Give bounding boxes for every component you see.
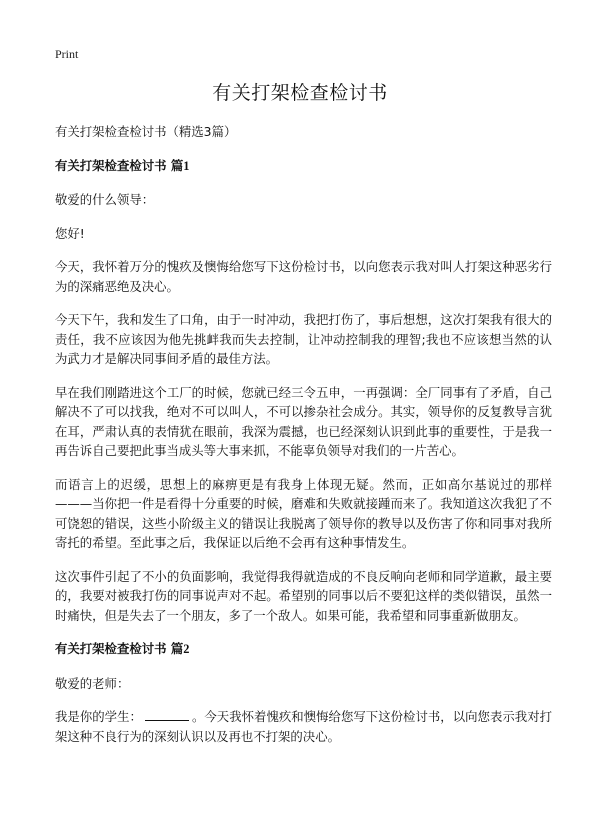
section-heading-2: [55, 639, 552, 660]
section-heading-1: [55, 156, 552, 177]
document-subtitle: 有关打架检查检讨书（精选3篇）: [55, 124, 237, 139]
section-2-paragraph: [55, 707, 552, 746]
section-1-salutation: 您好!: [55, 225, 85, 241]
section-1-paragraph: 今天下午，我和发生了口角，由于一时冲动，我把打伤了，事后想想，这次打架我有很大的责任，我不应该因为他先挑衅我而失去控制，让冲动控制我的理智;我也不应该想当然的认为武力才是解决同事间矛盾的最佳方法。: [55, 312, 552, 366]
section-1-paragraph: 这次事件引起了不小的负面影响，我觉得我得就造成的不良反响向老师和同学道歉，最主要的，我要对被我打伤的同事说声对不起。希望别的同事以后不要犯这样的类似错误，虽然一时痛快，但是失去了一个朋友，多了一个敌人。如果可能，我希望和同事重新做朋友。: [55, 568, 552, 623]
section-heading-1-text: 有关打架检查检讨书 篇: [55, 157, 184, 173]
section-heading-2-number: 2: [183, 642, 190, 656]
section-1-paragraph: 今天，我怀着万分的愧疚及懊悔给您写下这份检讨书，以向您表示我对叫人打架这种恶劣行为的深痛恶绝及决心。: [55, 259, 552, 294]
section-heading-1-number: 1: [183, 158, 190, 173]
print-label: Print: [55, 47, 79, 61]
fill-in-blank: [145, 708, 189, 721]
section-2-paragraph-start: 我是你的学生：: [55, 709, 142, 724]
section-1-paragraph: 早在我们刚踏进这个工厂的时候，您就已经三令五申，一再强调：全厂同事有了矛盾，自己解决不了可以找我，绝对不可以叫人，不可以掺杂社会成分。其实，领导你的反复教导言犹在耳，严肃认真的表情犹在眼前，我深为震撼，也已经深刻认识到此事的重要性，于是我一再告诉自己要把此事当成头等大事来抓，不能辜负领导对我们的一片苦心。: [55, 384, 552, 458]
document-title: 有关打架检查检讨书: [212, 82, 388, 104]
section-1-greeting: 敬爱的什么领导：: [55, 192, 155, 207]
section-2-greeting: 敬爱的老师：: [55, 675, 130, 691]
section-1-paragraph: 而语言上的迟缓，思想上的麻痹更是有我身上体现无疑。然而，正如高尔基说过的那样———当你把一件是看得十分重要的时候，磨难和失败就接踵而来了。我知道这次我犯了不可饶恕的错误，这些小阶级主义的错误让我脱离了领导你的教导以及伤害了你和同事对我所寄托的希望。至此事之后，我保证以后绝不会再有这种事情发生。: [55, 476, 552, 550]
section-heading-2-text: 有关打架检查检讨书 篇: [55, 641, 184, 656]
section-2-paragraph-end: 。今天我怀着愧疚和懊悔给您写下这份检讨书，以向您表示我对打架这种不良行为的深刻认识以及再也不打架的决心。: [55, 709, 553, 744]
document-body: [55, 122, 552, 760]
